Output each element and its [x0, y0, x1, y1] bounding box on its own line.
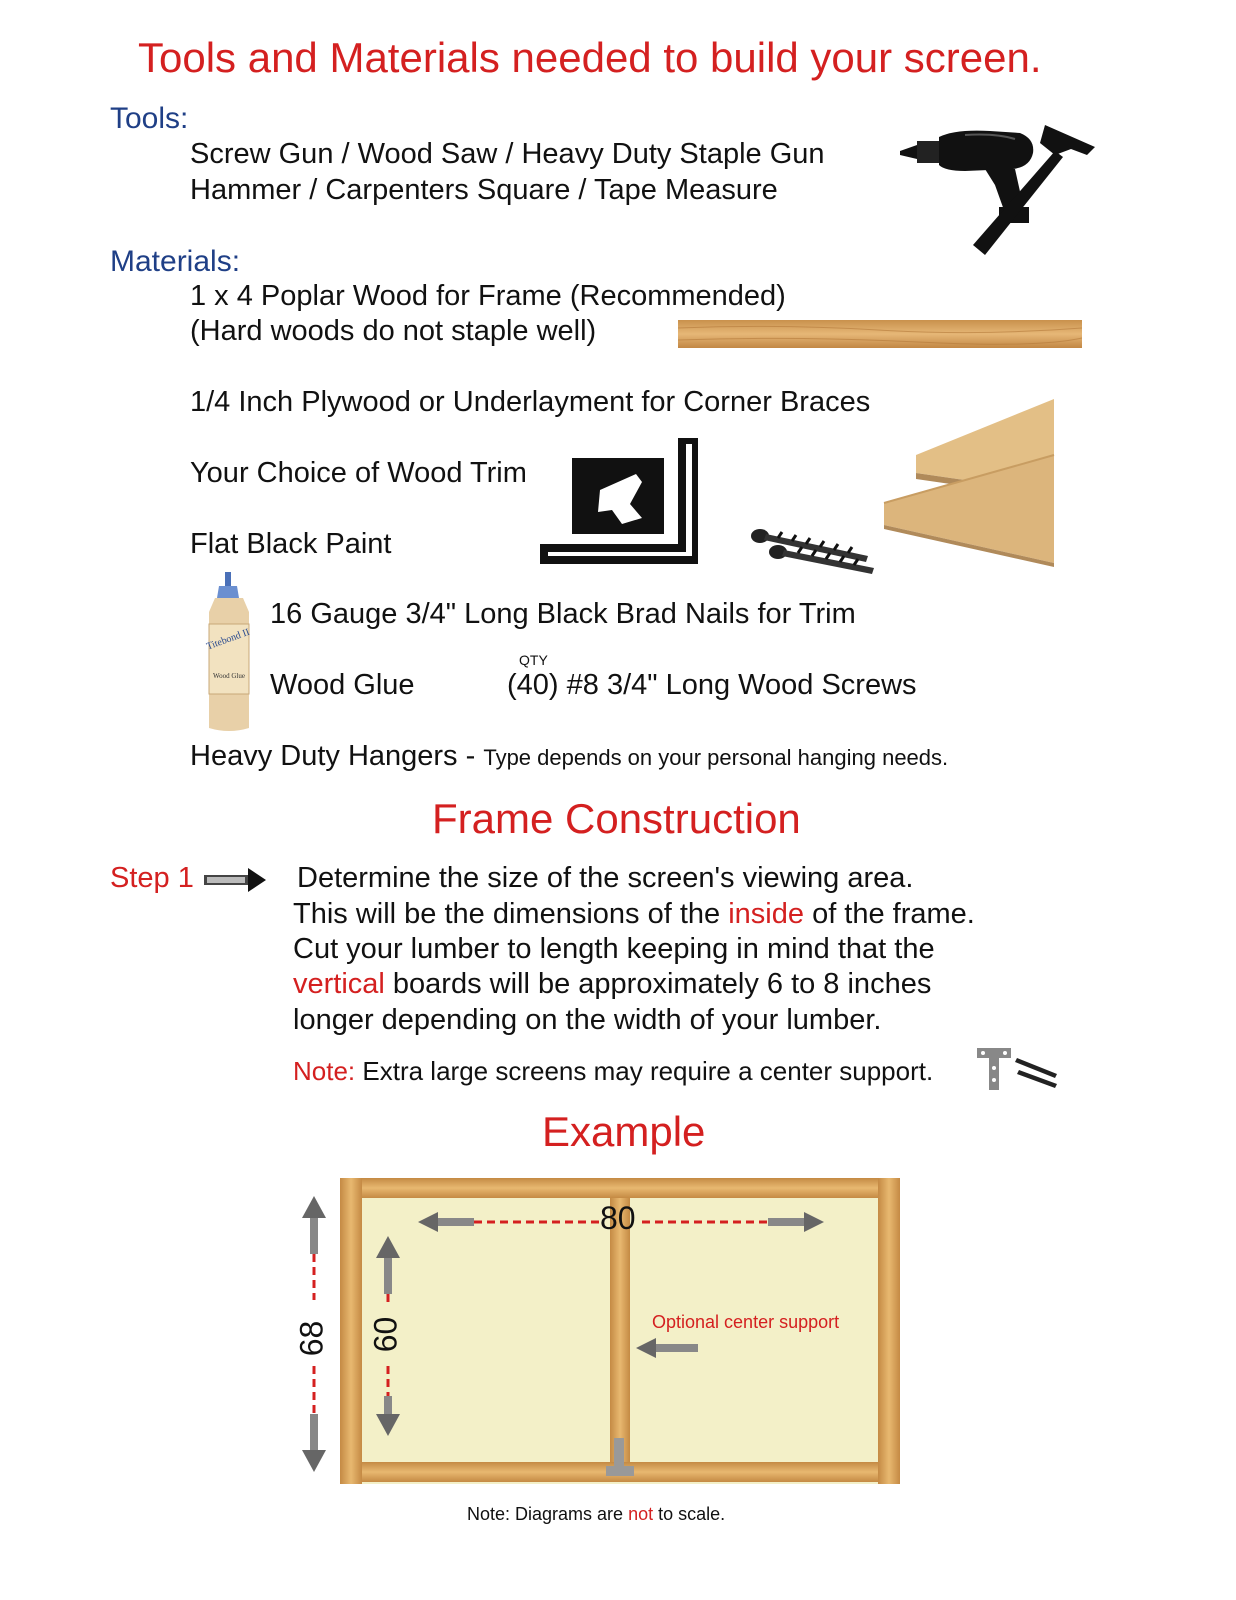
glue-bottle-icon: [203, 572, 255, 734]
outer-height-label: 68: [293, 1320, 330, 1357]
step-line-2: This will be the dimensions of the inside of the frame.: [293, 898, 975, 930]
inside-highlight: inside: [728, 898, 804, 930]
glue-bottle-label: Wood Glue: [213, 672, 245, 680]
t-bracket-icon: [975, 1046, 1059, 1092]
top-board: [362, 1178, 878, 1198]
materials-glue: Wood Glue: [270, 669, 415, 701]
footer-note: Note: Diagrams are not to scale.: [467, 1504, 726, 1524]
inner-height-label: 60: [367, 1316, 404, 1353]
materials-poplar: 1 x 4 Poplar Wood for Frame (Recommended): [190, 280, 786, 312]
wood-board-icon: [678, 318, 1082, 350]
materials-brad: 16 Gauge 3/4" Long Black Brad Nails for Trim: [270, 598, 856, 630]
vertical-highlight: vertical: [293, 968, 385, 1000]
center-support-board: [610, 1198, 630, 1462]
tools-heading: Tools:: [110, 102, 189, 135]
hangers-label: Heavy Duty Hangers -: [190, 740, 476, 772]
example-heading: Example: [542, 1108, 706, 1155]
materials-paint: Flat Black Paint: [190, 528, 392, 560]
note-label: Note:: [293, 1056, 356, 1086]
materials-trim: Your Choice of Wood Trim: [190, 457, 527, 489]
materials-plywood: 1/4 Inch Plywood or Underlayment for Corner Braces: [190, 386, 871, 418]
materials-hangers: [190, 740, 948, 773]
plywood-icon: [880, 395, 1056, 567]
materials-hardwoods: (Hard woods do not staple well): [190, 315, 597, 347]
glue-bottle-brand: Titebond II: [205, 626, 252, 653]
note-text: Extra large screens may require a center support.: [362, 1056, 934, 1086]
tools-line-1: Screw Gun / Wood Saw / Heavy Duty Staple Gun: [190, 138, 825, 170]
step-line-3: Cut your lumber to length keeping in mind that the: [293, 933, 935, 965]
frame-heading: Frame Construction: [432, 795, 801, 842]
center-support-label: Optional center support: [652, 1312, 840, 1332]
drill-hammer-icon: [895, 115, 1105, 260]
step-line-4: vertical boards will be approximately 6 to 8 inches: [293, 968, 932, 1000]
step-line-5: longer depending on the width of your lumber.: [293, 1004, 882, 1036]
hangers-note: Type depends on your personal hanging needs.: [483, 745, 949, 770]
page-title: Tools and Materials needed to build your screen.: [138, 34, 1042, 81]
step-line-1: Determine the size of the screen's viewing area.: [297, 862, 914, 894]
left-board: [340, 1178, 362, 1484]
screws-icon: [748, 522, 878, 576]
center-support-note: [293, 1056, 933, 1087]
right-board: [878, 1178, 900, 1484]
arrow-right-icon: [204, 868, 266, 892]
carpenters-square-icon: [538, 438, 700, 566]
footer-not: not: [628, 1504, 654, 1524]
tools-line-2: Hammer / Carpenters Square / Tape Measure: [190, 174, 778, 206]
qty-label: QTY: [519, 652, 548, 668]
materials-screws: (40) #8 3/4" Long Wood Screws: [507, 669, 917, 701]
materials-heading: Materials:: [110, 245, 241, 278]
width-label: 80: [600, 1200, 636, 1236]
step-label: Step 1: [110, 862, 194, 894]
